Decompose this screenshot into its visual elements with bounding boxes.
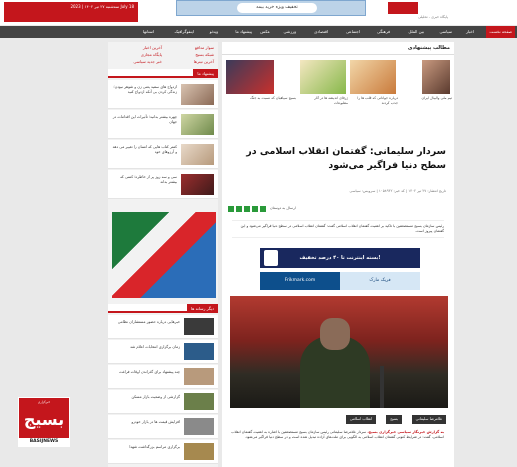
- list-item[interactable]: [108, 140, 218, 169]
- logo-subtitle: پایگاه خبری - تحلیلی: [418, 15, 448, 19]
- article-column: [222, 42, 454, 467]
- sidebar: [108, 42, 218, 467]
- list-item[interactable]: [108, 110, 218, 139]
- thumbnail-image: [181, 174, 214, 195]
- thumbnail-image: [184, 368, 214, 385]
- site-logo[interactable]: [388, 2, 448, 22]
- suggested-thumb[interactable]: [226, 60, 274, 94]
- bookmark-icon[interactable]: [260, 206, 266, 212]
- nav-item-suggest[interactable]: پیشنهاد ما: [235, 29, 252, 34]
- nav-item-news[interactable]: اخبار: [466, 29, 474, 34]
- list-item-title[interactable]: زمان برگزاری انتخابات اعلام شد: [130, 345, 180, 349]
- other-news-title: دیگر رسانه ها: [187, 304, 218, 313]
- nav-item-social[interactable]: اجتماعی: [345, 29, 360, 34]
- suggested-thumb[interactable]: [350, 60, 396, 94]
- basijnews-watermark-logo: [18, 397, 70, 447]
- article-headline: سردار سلیمانی: گفتمان انقلاب اسلامی در سطح دنیا فراگیر می‌شود: [246, 146, 446, 171]
- tag-link[interactable]: بسیج: [386, 415, 402, 424]
- list-item-title[interactable]: چند پیشنهاد برای گذراندن اوقات فراغت: [119, 370, 180, 374]
- suggested-thumb[interactable]: [300, 60, 346, 94]
- suggested-caption[interactable]: ژرفای اندیشه ها در آثار مطبوعات: [314, 96, 348, 105]
- microphone-stand: [380, 366, 384, 408]
- frikmark-ad-domain[interactable]: Frikmark.com: [260, 272, 340, 290]
- list-item-title[interactable]: ازدواج های سفید یعنی زن و شوهر نبودن؛ زندگی کردن بی آنکه ازدواج کنید: [113, 85, 177, 95]
- thumbnail-image: [184, 343, 214, 360]
- article-summary: رئیس سازمان بسیج مستضعفین با تاکید بر اهمیت گفتمان انقلاب اسلامی گفت: گفتمان انقلاب اسلامی در سطح دنیا فراگیر می‌شود و این گفتمان پیروز است.: [232, 220, 444, 238]
- list-item[interactable]: [108, 315, 218, 339]
- frikmark-ad-name[interactable]: فریک مارک: [340, 272, 420, 290]
- logo-mark: [388, 2, 418, 14]
- photo-figure-head: [320, 318, 350, 350]
- date-bar: [4, 2, 138, 22]
- list-item[interactable]: [108, 340, 218, 364]
- nav-item-politics[interactable]: سیاسی: [439, 29, 452, 34]
- suggest-box-title: پیشنهاد ما: [193, 69, 218, 78]
- list-item-title[interactable]: برگزاری مراسم بزرگداشت شهدا: [129, 445, 180, 449]
- site-header: [0, 0, 517, 25]
- side-link[interactable]: آخرین تیترها: [193, 59, 214, 64]
- section-title: مطالب پیشنهادی: [407, 45, 450, 51]
- list-item-title[interactable]: چهره بیشتر بدانید؛ تأثیرات این اقدامات در جهان: [112, 115, 177, 125]
- list-item-title[interactable]: گزارشی از وضعیت بازار مسکن: [131, 395, 180, 399]
- suggest-box-header: [108, 69, 218, 78]
- nav-item-video[interactable]: ویدئو: [209, 29, 218, 34]
- section-title-bar: [222, 45, 454, 55]
- share-icon[interactable]: [228, 206, 234, 212]
- nav-item-infographic[interactable]: اینفوگرافیک: [174, 29, 194, 34]
- banner-text[interactable]: تخفیف ویژه خرید بیمه: [237, 3, 317, 13]
- other-news-header: [108, 304, 218, 313]
- font-size-icon[interactable]: [252, 206, 258, 212]
- side-link[interactable]: آخرین اخبار: [142, 45, 162, 50]
- article-photo: [230, 296, 448, 408]
- list-item-title[interactable]: کمتر کتاب هایی که انسان را تغییر می دهد و آرزوهای خود: [112, 145, 177, 155]
- list-item[interactable]: [108, 440, 218, 464]
- nav-item-sport[interactable]: ورزشی: [283, 29, 296, 34]
- thumbnail-image: [181, 144, 214, 165]
- watermark-big-text: بسیج: [23, 410, 65, 429]
- main-nav: [0, 26, 517, 38]
- side-link[interactable]: سوار مدافع: [194, 45, 214, 50]
- list-item[interactable]: [108, 415, 218, 439]
- email-icon[interactable]: [244, 206, 250, 212]
- list-item-title[interactable]: سی و سه روز پر از خاطره؛ کسی که بیشتر بداند: [120, 175, 177, 185]
- print-icon[interactable]: [236, 206, 242, 212]
- side-link[interactable]: خبر جدید سیاسی: [133, 59, 162, 64]
- nav-item-home[interactable]: صفحه نخست: [486, 26, 515, 38]
- thumbnail-image: [181, 114, 214, 135]
- header-date: سه‌شنبه ۲۷ تیر ۱۴۰۲ | 2023 July 18: [70, 4, 134, 9]
- nav-item-photo[interactable]: عکس: [260, 29, 270, 34]
- article-tags: [228, 415, 446, 425]
- article-meta: تاریخ انتشار: ۲۷ تیر ۱۴۰۲ | کد خبر: ۱۰۵۸۹۴۲ | سرویس: سیاسی: [349, 189, 446, 193]
- internet-ad-banner[interactable]: [260, 248, 420, 268]
- list-item[interactable]: [108, 390, 218, 414]
- thumbnail-image: [184, 418, 214, 435]
- article-toolbar: [228, 205, 446, 213]
- nav-item-culture[interactable]: فرهنگی: [377, 29, 390, 34]
- article-body: [230, 430, 444, 441]
- tag-link[interactable]: انقلاب اسلامی: [346, 415, 376, 424]
- article-body-lead: به گزارش خبرنگار سیاسی خبرگزاری بسیج،: [367, 430, 444, 434]
- sidebar-ad-image[interactable]: [112, 212, 216, 298]
- ad-logo-icon: [264, 250, 278, 266]
- thumbnail-image: [184, 318, 214, 335]
- watermark-small-text: خبرگزاری: [37, 400, 51, 404]
- thumbnail-image: [184, 443, 214, 460]
- list-item-title[interactable]: خبرهایی درباره حضور مستشاران نظامی: [117, 320, 180, 324]
- list-item[interactable]: [108, 80, 218, 109]
- suggested-thumb[interactable]: [422, 60, 450, 94]
- suggested-caption[interactable]: بسیج سپاهیان که نسبت به جنگ: [250, 96, 296, 100]
- side-link[interactable]: پایگاه مجازی: [140, 52, 162, 57]
- thumbnail-image: [184, 393, 214, 410]
- suggested-caption[interactable]: درباره جوانانی که قلب ها را جذب کردند: [357, 96, 398, 105]
- nav-item-economy[interactable]: اقتصادی: [314, 29, 328, 34]
- side-link[interactable]: شبکه بسیج: [195, 52, 214, 57]
- nav-item-provinces[interactable]: استانها: [142, 29, 154, 34]
- list-item[interactable]: [108, 365, 218, 389]
- watermark-english-text: BASIJNEWS: [19, 438, 69, 446]
- header-ad-banner[interactable]: [176, 0, 366, 16]
- thumbnail-image: [181, 84, 214, 105]
- send-to-friends-link[interactable]: ارسال به دوستان: [270, 206, 296, 210]
- internet-ad-text[interactable]: بسته اینترنت تا ۴۰ درصد تخفیف!: [299, 255, 381, 261]
- frikmark-ad-banner[interactable]: [260, 272, 420, 290]
- tag-link[interactable]: غلامرضا سلیمانی: [412, 415, 446, 424]
- suggested-caption[interactable]: تیم ملی والیبال ایران: [421, 96, 452, 100]
- article-body-text: سردار غلامرضا سلیمانی رئیس سازمان بسیج مستضعفین با اشاره به اهمیت گفتمان انقلاب اسلامی، گفت: در شرایط کنونی گفتمان انقلاب اسلامی به الگویی برای ملت‌های آزاده تبدیل شده است و در سطح دنیا فراگیر می‌شود.: [231, 430, 444, 440]
- list-item-title[interactable]: افزایش قیمت ها در بازار خودرو: [131, 420, 180, 424]
- list-item[interactable]: [108, 170, 218, 199]
- nav-item-international[interactable]: بین الملل: [408, 29, 424, 34]
